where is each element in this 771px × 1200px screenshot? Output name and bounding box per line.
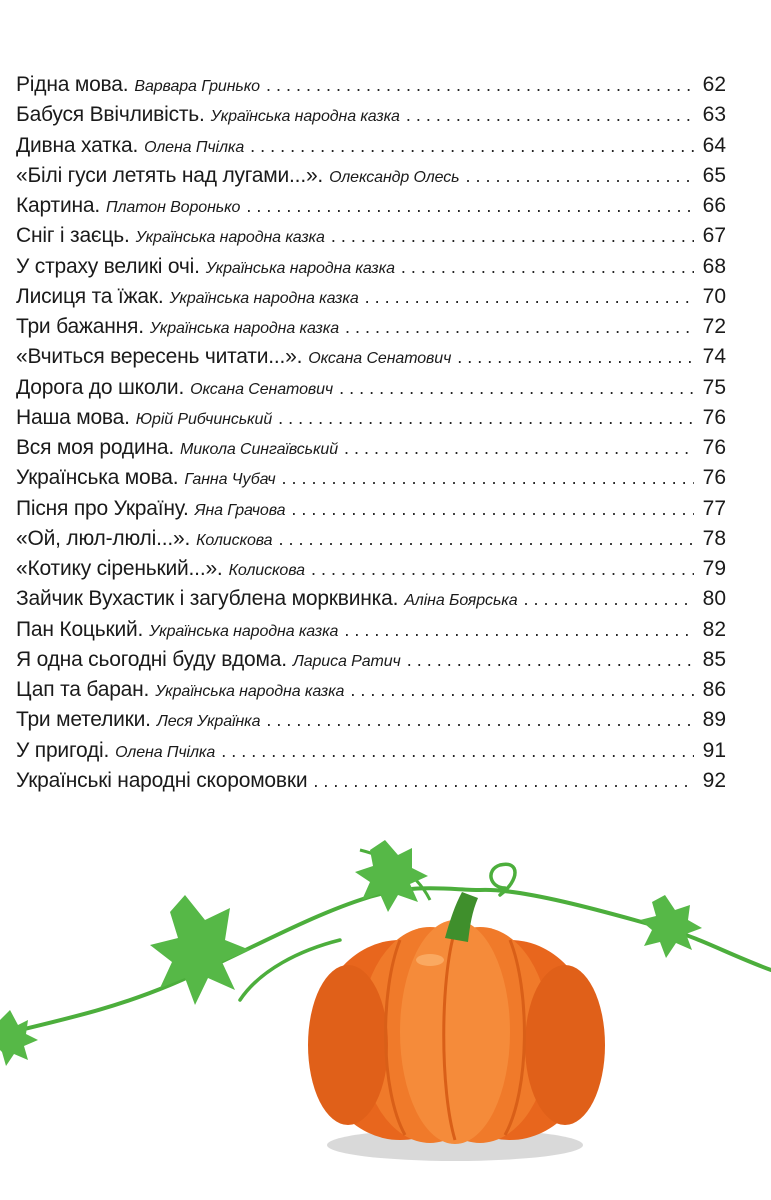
toc-entry [16,285,726,315]
toc-entry [16,739,726,769]
toc-entry-page-number: 77 [702,496,726,520]
toc-leader-dots [350,680,694,701]
toc-entry-title: Зайчик Вухастик і загублена морквинка. [16,587,399,611]
toc-entry-author: Яна Грачова [194,501,286,519]
toc-entry [16,315,726,345]
toc-entry-title: Три бажання. [16,315,144,338]
toc-entry-title: «Котику сіренький...». [16,557,223,580]
toc-entry-title: Сніг і заєць. [16,224,130,248]
toc-leader-dots [331,226,694,247]
toc-entry-author: Олександр Олесь [329,168,460,186]
toc-entry-page-number: 66 [702,194,726,217]
toc-entry [16,345,726,375]
toc-leader-dots [291,499,694,520]
toc-entry-page-number: 80 [702,587,726,611]
toc-entry-page-number: 70 [702,284,726,308]
toc-entry [16,406,726,436]
toc-entry-author: Варвара Гринько [134,78,260,95]
toc-entry-title: «Ой, люл-люлі...». [16,526,191,550]
toc-entry [16,769,726,799]
pumpkin-illustration [0,820,771,1200]
toc-entry-title: Цап та баран. [16,678,150,701]
toc-entry [16,224,726,254]
toc-entry-page-number: 62 [702,73,726,96]
toc-entry-title: Картина. [16,194,100,217]
toc-leader-dots [282,468,694,489]
toc-entry-page-number: 76 [702,405,726,429]
toc-leader-dots [278,529,694,550]
toc-leader-dots [278,408,694,429]
toc-entry-title: Вся моя родина. [16,436,175,459]
toc-entry-title: Лисиця та їжак. [16,284,164,308]
toc-entry [16,497,726,527]
toc-entry-page-number: 92 [702,768,726,792]
toc-entry-page-number: 75 [702,375,726,399]
toc-entry-page-number: 64 [702,133,726,157]
toc-entry-page-number: 79 [702,557,726,580]
toc-entry-author: Платон Воронько [106,199,241,216]
toc-entry-page-number: 76 [702,466,726,490]
toc-leader-dots [250,136,694,157]
toc-entry-author: Оксана Сенатович [190,380,334,398]
toc-entry [16,134,726,164]
toc-entry-title: У пригоді. [16,738,110,762]
toc-leader-dots [344,438,694,459]
toc-entry [16,376,726,406]
toc-entry-author: Українська народна казка [149,320,340,337]
toc-leader-dots [266,75,694,96]
toc-entry-title: Українська мова. [16,466,179,490]
toc-entry [16,648,726,678]
toc-entry-title: Я одна сьогодні буду вдома. [16,647,287,671]
toc-entry [16,73,726,103]
toc-entry-title: «Білі гуси летять над лугами...». [16,163,324,187]
toc-entry-author: Українська народна казка [205,259,395,277]
toc-entry [16,587,726,617]
toc-entry-page-number: 72 [702,315,726,338]
toc-entry [16,164,726,194]
leaf-right [640,895,702,958]
toc-entry-author: Колискова [196,531,273,549]
toc-entry-author: Лариса Ратич [292,652,401,670]
toc-entry-title: «Вчиться вересень читати...». [16,345,303,369]
toc-entry-page-number: 68 [702,254,726,278]
toc-entry-title: Рідна мова. [16,73,129,96]
toc-entry-title: У страху великі очі. [16,254,200,278]
toc-entry-title: Дивна хатка. [16,133,139,157]
toc-entry-page-number: 76 [702,436,726,459]
toc-leader-dots [266,710,694,731]
toc-entry-page-number: 91 [702,738,726,762]
toc-entry [16,678,726,708]
table-of-contents [16,73,726,799]
toc-leader-dots [365,287,694,308]
toc-entry-page-number: 74 [702,345,726,369]
toc-entry [16,194,726,224]
toc-entry-author: Юрій Рибчинський [135,410,273,428]
toc-leader-dots [311,559,694,580]
pumpkin [308,920,605,1144]
toc-leader-dots [345,317,694,338]
toc-entry-page-number: 78 [702,526,726,550]
toc-entry-title: Бабуся Ввічливість. [16,103,205,127]
toc-entry-title: Пісня про Україну. [16,496,189,520]
toc-leader-dots [524,589,694,610]
toc-entry-author: Аліна Боярська [404,592,518,610]
toc-entry-author: Українська народна казка [149,622,339,640]
toc-entry [16,527,726,557]
toc-entry-author: Микола Сингаївський [180,441,339,458]
toc-leader-dots [457,347,694,368]
toc-entry-author: Олена Пчілка [144,138,245,156]
toc-entry-author: Олена Пчілка [115,743,216,761]
toc-entry-page-number: 89 [702,708,726,732]
toc-entry-author: Українська народна казка [169,289,359,307]
toc-entry [16,255,726,285]
toc-leader-dots [339,378,694,399]
toc-entry-page-number: 85 [702,647,726,671]
toc-leader-dots [246,196,694,217]
toc-entry [16,708,726,738]
toc-entry-title: Українські народні скоромовки [16,768,308,792]
toc-entry-author: Ганна Чубач [184,471,276,489]
toc-entry [16,436,726,466]
toc-entry-title: Три метелики. [16,708,151,732]
toc-leader-dots [465,166,694,187]
toc-entry-page-number: 86 [702,678,726,701]
toc-leader-dots [313,771,694,792]
toc-entry-page-number: 82 [702,617,726,641]
toc-entry [16,557,726,587]
toc-entry-author: Леся Українка [156,713,261,731]
toc-leader-dots [407,650,694,671]
toc-entry-page-number: 67 [702,224,726,248]
toc-entry-title: Дорога до школи. [16,375,185,399]
toc-entry-author: Українська народна казка [135,229,325,247]
toc-entry [16,618,726,648]
toc-entry [16,103,726,133]
toc-entry-page-number: 65 [702,163,726,187]
toc-entry [16,466,726,496]
toc-entry-title: Наша мова. [16,405,130,429]
toc-entry-author: Колискова [228,562,305,579]
toc-leader-dots [344,620,694,641]
leaf-far-left [0,1010,38,1066]
toc-leader-dots [406,105,694,126]
toc-entry-author: Українська народна казка [155,683,345,700]
toc-entry-title: Пан Коцький. [16,617,144,641]
toc-entry-page-number: 63 [702,103,726,127]
toc-leader-dots [221,741,694,762]
toc-leader-dots [401,257,694,278]
toc-entry-author: Українська народна казка [210,108,400,126]
toc-entry-author: Оксана Сенатович [308,350,452,368]
